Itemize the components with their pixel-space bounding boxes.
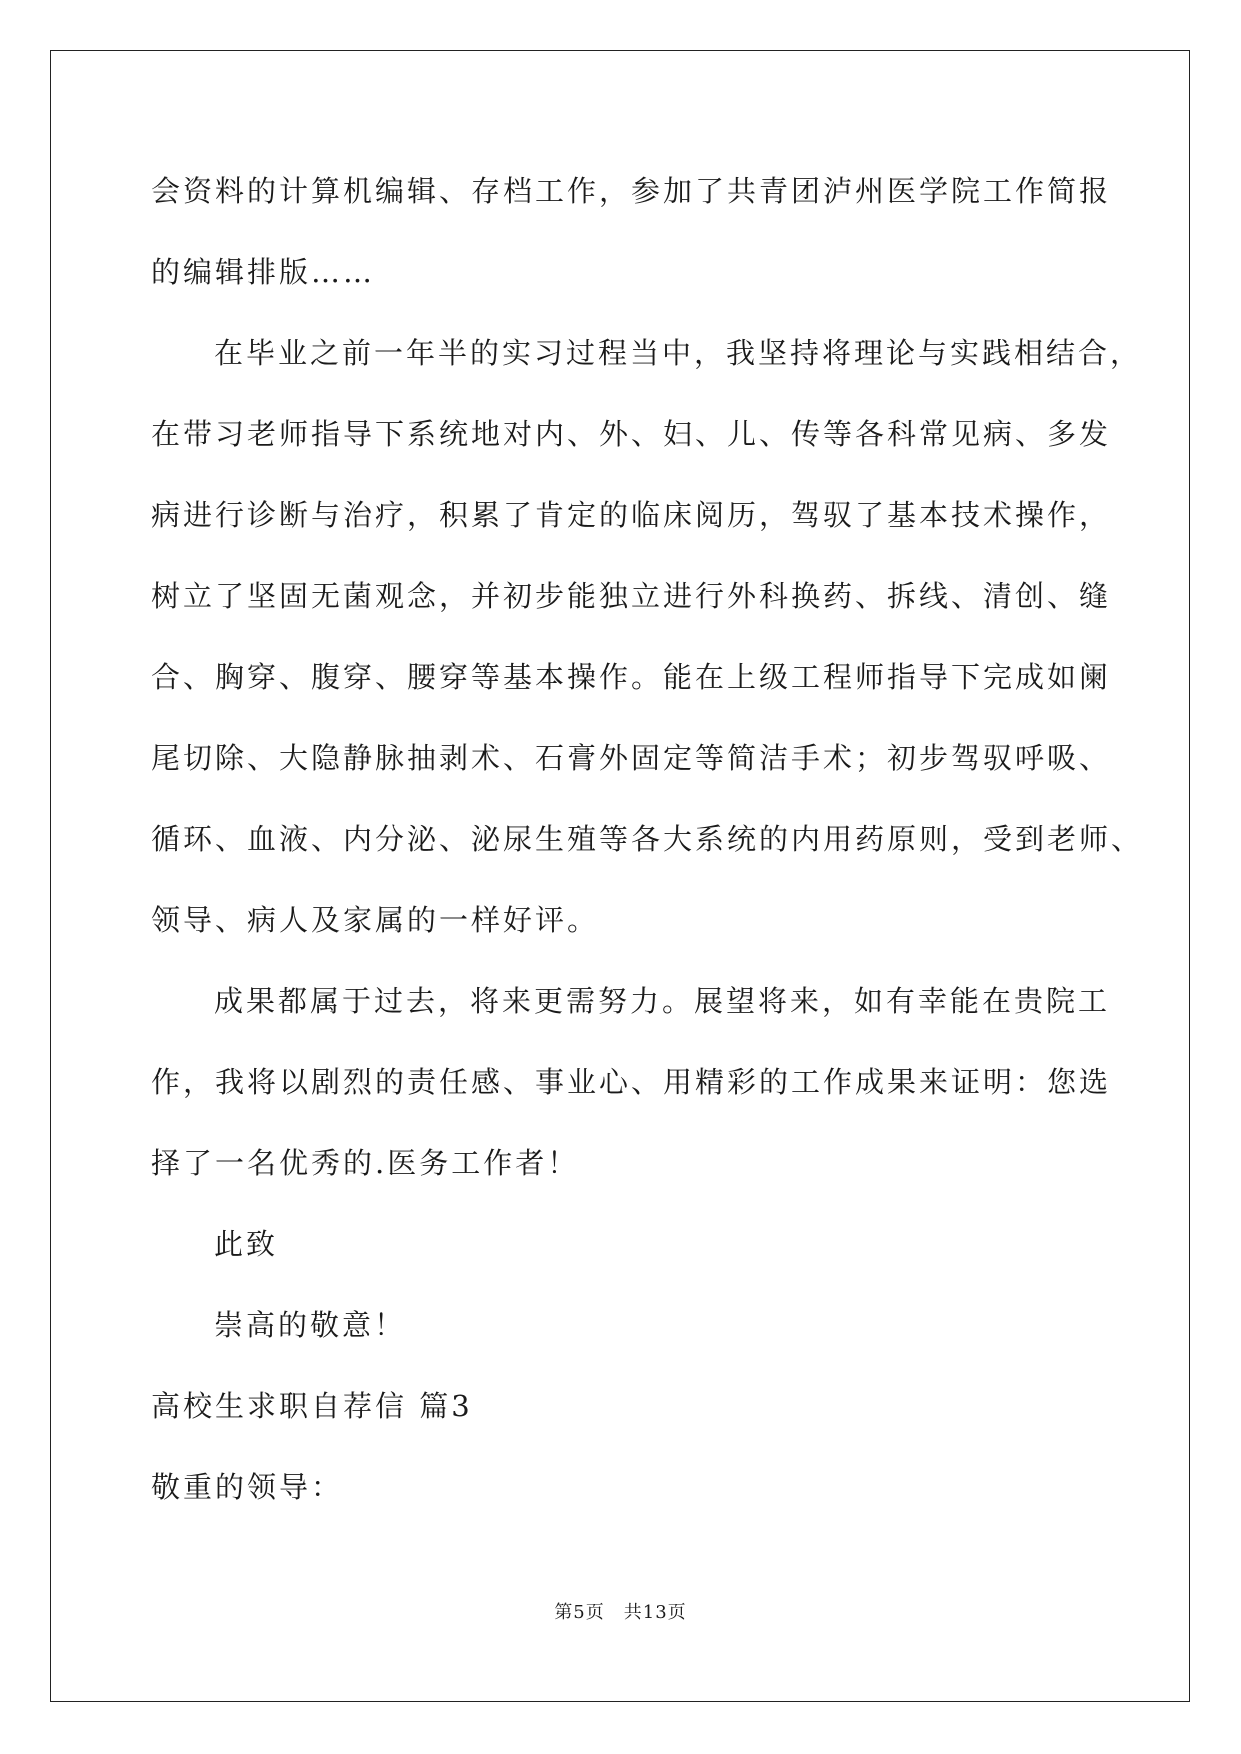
greeting-line: 敬重的领导： <box>151 1470 344 1504</box>
body-line-2: 的编辑排版…… <box>151 255 376 289</box>
closing-salutation: 此致 <box>214 1227 279 1261</box>
body-line-1: 会资料的计算机编辑、存档工作，参加了共青团泸州医学院工作简报 <box>151 174 1112 208</box>
body-line-13: 择了一名优秀的.医务工作者！ <box>151 1146 580 1180</box>
body-line-9: 循环、血液、内分泌、泌尿生殖等各大系统的内用药原则，受到老师、 <box>151 822 1144 856</box>
page-border <box>50 50 1190 1702</box>
page-number-footer: 第5页 共13页 <box>554 1602 687 1623</box>
body-line-10: 领导、病人及家属的一样好评。 <box>151 903 600 937</box>
section-heading: 高校生求职自荐信 篇3 <box>151 1389 473 1423</box>
body-line-4: 在带习老师指导下系统地对内、外、妇、儿、传等各科常见病、多发 <box>151 417 1112 451</box>
body-line-8: 尾切除、大隐静脉抽剥术、石膏外固定等简洁手术；初步驾驭呼吸、 <box>151 741 1112 775</box>
body-line-12: 作，我将以剧烈的责任感、事业心、用精彩的工作成果来证明：您选 <box>151 1065 1112 1099</box>
body-line-11: 成果都属于过去，将来更需努力。展望将来，如有幸能在贵院工 <box>214 984 1111 1018</box>
body-line-6: 树立了坚固无菌观念，并初步能独立进行外科换药、拆线、清创、缝 <box>151 579 1112 613</box>
body-line-5: 病进行诊断与治疗，积累了肯定的临床阅历，驾驭了基本技术操作， <box>151 498 1112 532</box>
body-line-3: 在毕业之前一年半的实习过程当中，我坚持将理论与实践相结合， <box>214 336 1143 370</box>
closing-regards: 崇高的敬意！ <box>214 1308 407 1342</box>
body-line-7: 合、胸穿、腹穿、腰穿等基本操作。能在上级工程师指导下完成如阑 <box>151 660 1112 694</box>
